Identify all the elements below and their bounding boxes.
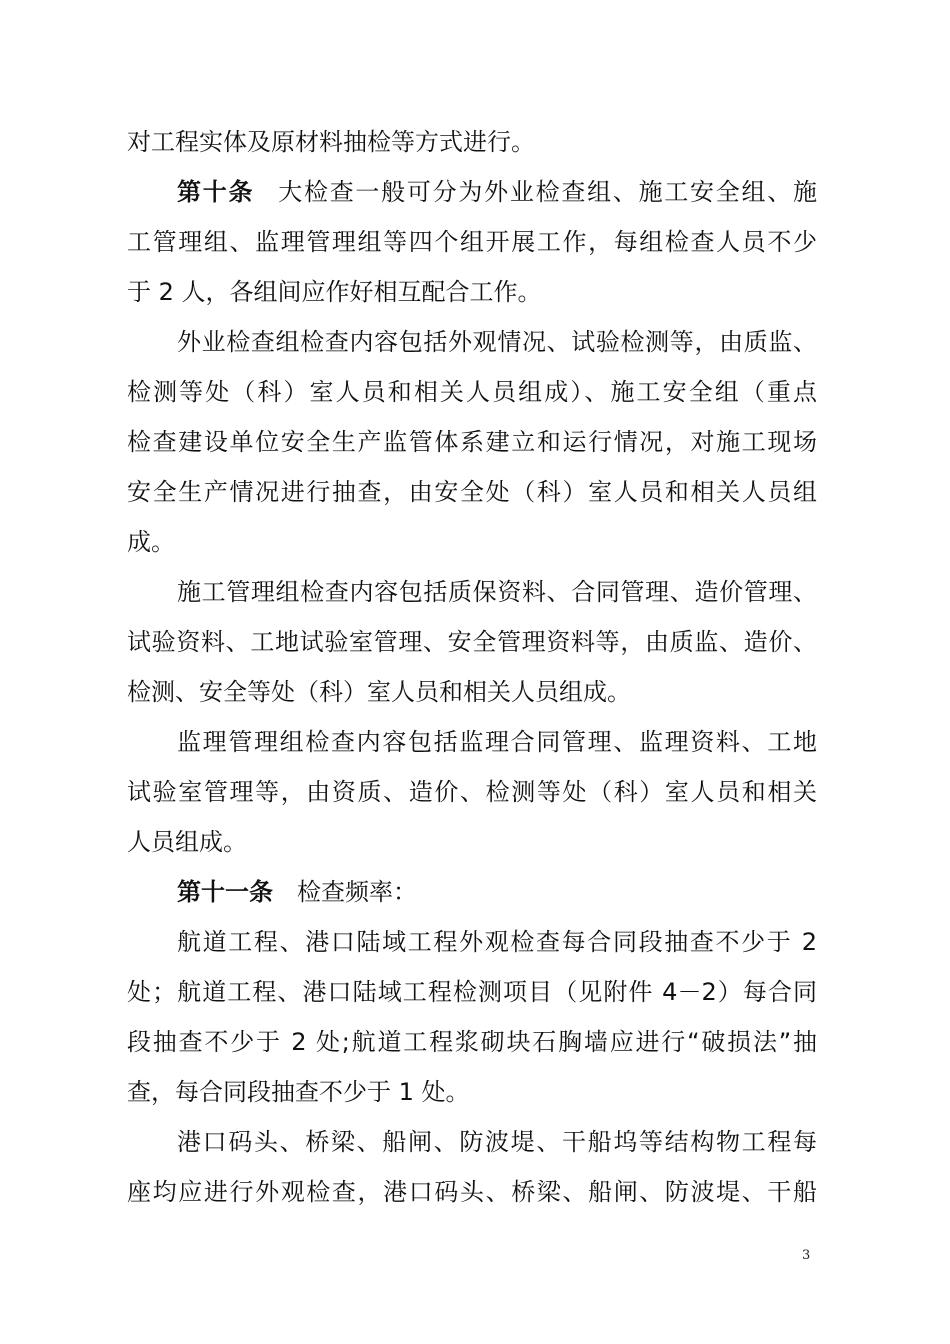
text-line-21: 港口码头、桥梁、船闸、防波堤、干船坞等结构物工程每 <box>177 1128 817 1156</box>
article-10-heading: 第十条 <box>177 178 255 206</box>
text-line-17: 航道工程、港口陆域工程外观检查每合同段抽查不少于 2 <box>177 928 817 956</box>
text-line-8: 安全生产情况进行抽查，由安全处（科）室人员和相关人员组 <box>127 478 817 506</box>
text-line-22: 座均应进行外观检查，港口码头、桥梁、船闸、防波堤、干船 <box>127 1178 817 1206</box>
article-10-line-1 <box>177 177 817 207</box>
text-line-11: 试验资料、工地试验室管理、安全管理资料等，由质监、造价、 <box>127 628 817 656</box>
text-line-15: 人员组成。 <box>127 828 247 856</box>
text-line-20: 查，每合同段抽查不少于 1 处。 <box>127 1078 470 1106</box>
page-number: 3 <box>802 1248 811 1263</box>
text-line-18: 处；航道工程、港口陆域工程检测项目（见附件 4－2）每合同 <box>127 978 817 1006</box>
text-line-3: 工管理组、监理管理组等四个组开展工作，每组检查人员不少 <box>127 228 817 256</box>
article-11-line-1 <box>177 877 817 907</box>
text-line-14: 试验室管理等，由资质、造价、检测等处（科）室人员和相关 <box>127 778 817 806</box>
article-11-heading: 第十一条 <box>177 878 273 906</box>
text-line-10: 施工管理组检查内容包括质保资料、合同管理、造价管理、 <box>177 578 817 606</box>
text-line-13: 监理管理组检查内容包括监理合同管理、监理资料、工地 <box>177 728 817 756</box>
text-line-7: 检查建设单位安全生产监管体系建立和运行情况，对施工现场 <box>127 428 817 456</box>
text-line-4: 于 2 人，各组间应作好相互配合工作。 <box>127 278 542 306</box>
text-line-1: 对工程实体及原材料抽检等方式进行。 <box>127 128 535 156</box>
article-10-text: 大检查一般可分为外业检查组、施工安全组、施 <box>278 178 817 206</box>
text-line-5: 外业检查组检查内容包括外观情况、试验检测等，由质监、 <box>177 328 817 356</box>
article-11-text: 检查频率： <box>297 878 417 906</box>
text-line-12: 检测、安全等处（科）室人员和相关人员组成。 <box>127 678 631 706</box>
text-line-19: 段抽查不少于 2 处;航道工程浆砌块石胸墙应进行“破损法”抽 <box>127 1028 817 1056</box>
text-line-9: 成。 <box>127 528 175 556</box>
text-line-6: 检测等处（科）室人员和相关人员组成）、施工安全组（重点 <box>127 378 817 406</box>
